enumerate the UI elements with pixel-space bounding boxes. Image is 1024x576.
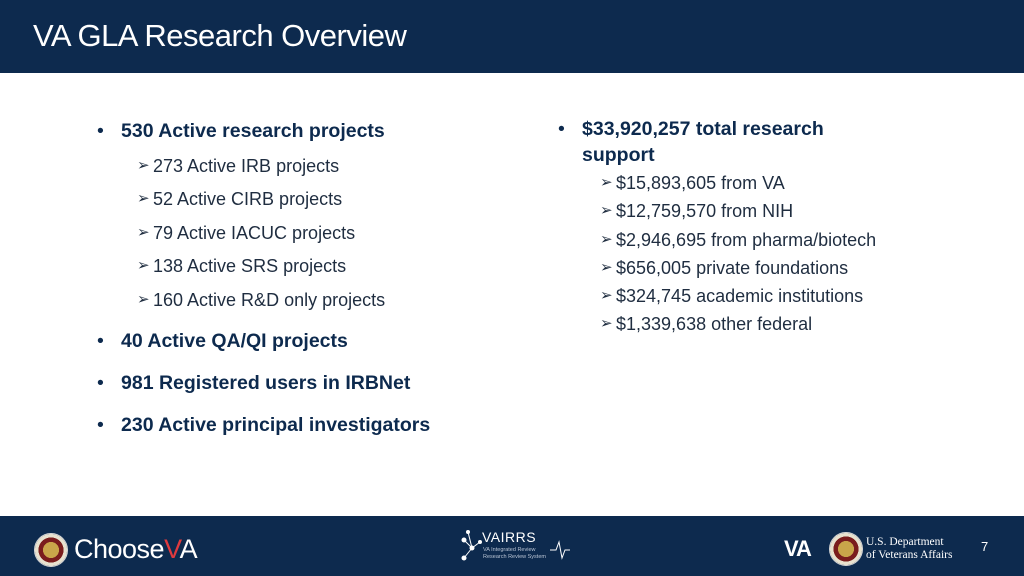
department-line-2: of Veterans Affairs (866, 549, 953, 561)
bullet-principal-investigators (97, 412, 517, 438)
bullet-icon: • (97, 371, 104, 394)
bullet-text: 981 Registered users in IRBNet (121, 371, 411, 394)
department-name (866, 536, 952, 562)
department-line-1: U.S. Department (866, 536, 944, 548)
arrow-icon: ➢ (600, 202, 613, 220)
choose-logo-prefix: Choose (74, 534, 165, 564)
arrow-icon: ➢ (137, 223, 150, 241)
bullet-icon: • (97, 329, 104, 352)
bullet-icon: • (97, 120, 104, 142)
arrow-icon: ➢ (600, 174, 613, 191)
slide-title: VA GLA Research Overview (33, 18, 407, 53)
sub-item-federal-funding (600, 310, 998, 338)
right-column (558, 116, 998, 339)
arrow-icon: ➢ (137, 190, 150, 207)
page-number: 7 (981, 539, 989, 554)
arrow-icon: ➢ (600, 258, 613, 276)
sub-item-nih-funding (600, 197, 998, 225)
choose-logo-v: V (164, 534, 180, 564)
sub-item-text: $324,745 academic institutions (616, 286, 864, 307)
va-logo-text: VA (784, 536, 811, 561)
bullet-text-line2: support (582, 144, 655, 166)
sub-item-text: 138 Active SRS projects (153, 256, 347, 276)
bullet-registered-users (97, 370, 517, 396)
department-seal-icon (829, 532, 863, 566)
bullet-icon: • (97, 413, 104, 436)
vairrs-logo-text: VAIRRS (482, 529, 537, 545)
bullet-active-research (97, 118, 517, 144)
sub-item-text: 160 Active R&D only projects (153, 289, 386, 310)
left-column (97, 118, 517, 438)
sub-item-text: $2,946,695 from pharma/biotech (616, 229, 877, 250)
arrow-icon: ➢ (137, 290, 150, 308)
bullet-total-support (558, 116, 998, 168)
sub-item-iacuc (137, 221, 517, 245)
choose-logo-a: A (179, 534, 198, 564)
choose-va-logo (74, 534, 197, 565)
sub-item-text: $1,339,638 other federal (616, 314, 813, 335)
bullet-icon: • (558, 118, 565, 140)
sub-item-foundations-funding (600, 254, 998, 282)
vairrs-tagline-1: VA Integrated Review (483, 547, 536, 553)
sub-item-text: 52 Active CIRB projects (153, 189, 343, 209)
bullet-text: 40 Active QA/QI projects (121, 329, 348, 352)
sub-item-srs (137, 254, 517, 278)
title-bar (0, 0, 1024, 73)
sub-item-text: $12,759,570 from NIH (616, 201, 794, 222)
sub-item-irb (137, 154, 517, 178)
arrow-icon: ➢ (600, 230, 613, 248)
sub-item-text: 79 Active IACUC projects (153, 222, 356, 243)
sub-item-rd (137, 288, 517, 312)
vairrs-tagline-2: Research Review System (483, 554, 546, 560)
arrow-icon: ➢ (137, 156, 150, 174)
bullet-text-line1: $33,920,257 total research (582, 118, 824, 140)
sub-item-pharma-funding (600, 226, 998, 254)
sub-item-academic-funding (600, 282, 998, 310)
bullet-text: 530 Active research projects (121, 120, 385, 142)
bullet-qa-qi (97, 328, 517, 354)
arrow-icon: ➢ (600, 287, 613, 305)
bullet-text: 230 Active principal investigators (121, 413, 431, 436)
sub-item-text: 273 Active IRB projects (153, 155, 340, 176)
va-seal-icon (34, 533, 68, 567)
sub-item-cirb (137, 187, 517, 211)
sub-item-va-funding (600, 169, 998, 197)
vairrs-tagline (483, 547, 563, 561)
arrow-icon: ➢ (137, 257, 150, 274)
arrow-icon: ➢ (600, 315, 613, 333)
sub-item-text: $15,893,605 from VA (616, 173, 785, 193)
sub-item-text: $656,005 private foundations (616, 257, 849, 278)
